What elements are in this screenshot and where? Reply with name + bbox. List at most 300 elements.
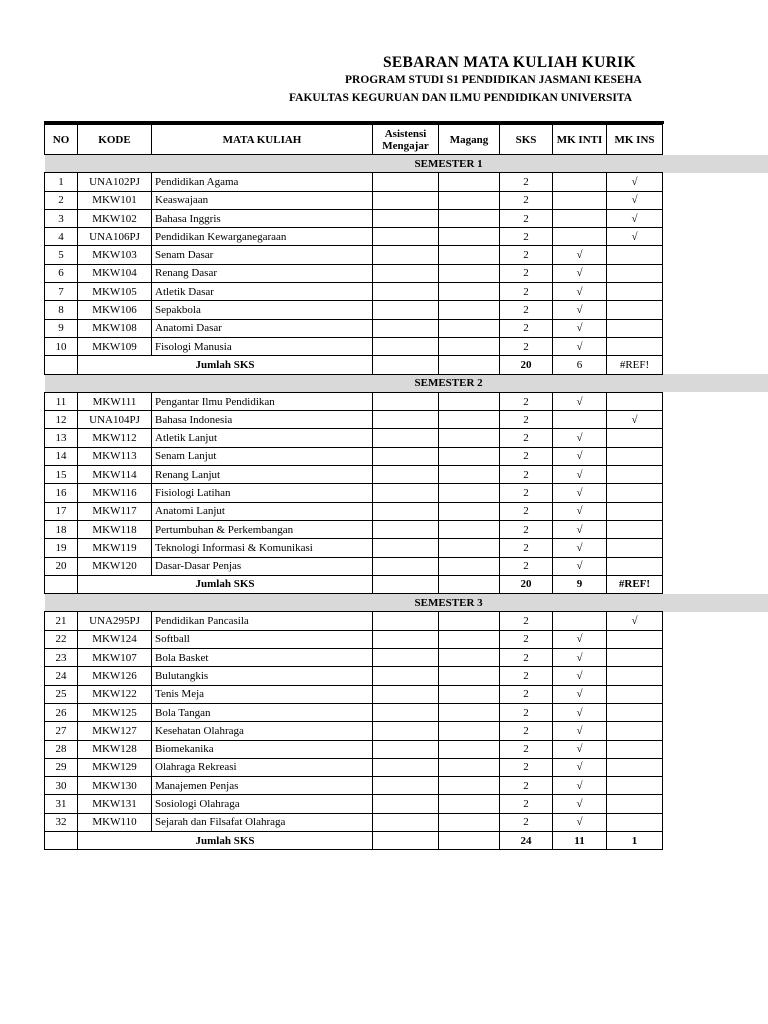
row-magang xyxy=(439,740,500,758)
row-sks: 2 xyxy=(500,173,553,191)
row-mk-inti: √ xyxy=(553,667,607,685)
row-mk-inti xyxy=(553,228,607,246)
row-sks: 2 xyxy=(500,703,553,721)
row-asistensi xyxy=(373,173,439,191)
row-kode: MKW112 xyxy=(78,429,152,447)
row-sks: 2 xyxy=(500,795,553,813)
table-row xyxy=(45,649,663,667)
total-mk-inti: 9 xyxy=(553,575,607,593)
table-row xyxy=(45,209,663,227)
row-no: 30 xyxy=(45,777,78,795)
row-kode: MKW109 xyxy=(78,337,152,355)
row-no: 10 xyxy=(45,337,78,355)
row-mk-inti: √ xyxy=(553,795,607,813)
total-magang xyxy=(439,831,500,849)
row-mk-inti: √ xyxy=(553,319,607,337)
row-kode: UNA104PJ xyxy=(78,411,152,429)
row-sks: 2 xyxy=(500,209,553,227)
row-mk-ins xyxy=(607,466,663,484)
row-mk-ins xyxy=(607,283,663,301)
row-sks: 2 xyxy=(500,630,553,648)
semester-band-extension xyxy=(663,594,768,612)
row-asistensi xyxy=(373,466,439,484)
row-sks: 2 xyxy=(500,301,553,319)
row-sks: 2 xyxy=(500,520,553,538)
row-no: 17 xyxy=(45,502,78,520)
row-no: 14 xyxy=(45,447,78,465)
table-row xyxy=(45,411,663,429)
row-mata-kuliah: Dasar-Dasar Penjas xyxy=(152,557,373,575)
row-kode: UNA102PJ xyxy=(78,173,152,191)
total-no xyxy=(45,831,78,849)
semester-header-row xyxy=(45,594,663,612)
row-asistensi xyxy=(373,228,439,246)
row-mata-kuliah: Bulutangkis xyxy=(152,667,373,685)
row-sks: 2 xyxy=(500,392,553,410)
row-kode: UNA295PJ xyxy=(78,612,152,630)
row-mata-kuliah: Softball xyxy=(152,630,373,648)
row-mk-ins xyxy=(607,520,663,538)
table-row xyxy=(45,667,663,685)
row-mata-kuliah: Kesehatan Olahraga xyxy=(152,722,373,740)
row-mk-inti: √ xyxy=(553,447,607,465)
table-row xyxy=(45,301,663,319)
row-mk-ins xyxy=(607,722,663,740)
row-no: 16 xyxy=(45,484,78,502)
row-mata-kuliah: Sepakbola xyxy=(152,301,373,319)
row-mata-kuliah: Pendidikan Pancasila xyxy=(152,612,373,630)
row-kode: MKW107 xyxy=(78,649,152,667)
table-row xyxy=(45,539,663,557)
row-kode: MKW131 xyxy=(78,795,152,813)
faculty-subtitle: FAKULTAS KEGURUAN DAN ILMU PENDIDIKAN UNIVERSITA xyxy=(289,92,633,104)
row-magang xyxy=(439,429,500,447)
header-asistensi-line2: Mengajar xyxy=(382,139,429,152)
row-mata-kuliah: Senam Dasar xyxy=(152,246,373,264)
row-no: 13 xyxy=(45,429,78,447)
semester-label: SEMESTER 2 xyxy=(45,374,663,392)
row-mata-kuliah: Pendidikan Kewarganegaraan xyxy=(152,228,373,246)
row-kode: MKW118 xyxy=(78,520,152,538)
row-mk-ins: √ xyxy=(607,191,663,209)
row-mk-inti: √ xyxy=(553,283,607,301)
table-row xyxy=(45,795,663,813)
table-row xyxy=(45,173,663,191)
row-kode: MKW130 xyxy=(78,777,152,795)
row-magang xyxy=(439,447,500,465)
row-mata-kuliah: Renang Lanjut xyxy=(152,466,373,484)
row-mk-inti xyxy=(553,173,607,191)
row-mk-inti: √ xyxy=(553,630,607,648)
row-magang xyxy=(439,795,500,813)
row-asistensi xyxy=(373,502,439,520)
row-no: 24 xyxy=(45,667,78,685)
row-sks: 2 xyxy=(500,813,553,831)
row-sks: 2 xyxy=(500,557,553,575)
row-asistensi xyxy=(373,722,439,740)
row-asistensi xyxy=(373,319,439,337)
row-mata-kuliah: Keaswajaan xyxy=(152,191,373,209)
row-sks: 2 xyxy=(500,484,553,502)
row-asistensi xyxy=(373,209,439,227)
row-mk-ins xyxy=(607,777,663,795)
row-asistensi xyxy=(373,795,439,813)
row-no: 31 xyxy=(45,795,78,813)
total-no xyxy=(45,356,78,374)
row-mata-kuliah: Senam Lanjut xyxy=(152,447,373,465)
document-title: SEBARAN MATA KULIAH KURIK xyxy=(383,54,636,71)
row-magang xyxy=(439,264,500,282)
row-mk-ins xyxy=(607,649,663,667)
row-mata-kuliah: Bola Tangan xyxy=(152,703,373,721)
row-sks: 2 xyxy=(500,283,553,301)
row-asistensi xyxy=(373,520,439,538)
row-no: 5 xyxy=(45,246,78,264)
row-asistensi xyxy=(373,191,439,209)
row-mk-ins: √ xyxy=(607,209,663,227)
semester-band-extension xyxy=(663,374,768,392)
row-mk-inti: √ xyxy=(553,264,607,282)
row-kode: MKW120 xyxy=(78,557,152,575)
row-mk-inti: √ xyxy=(553,539,607,557)
header-asistensi-line1: Asistensi xyxy=(384,127,427,140)
row-mk-inti: √ xyxy=(553,520,607,538)
total-mk-ins: 1 xyxy=(607,831,663,849)
row-asistensi xyxy=(373,447,439,465)
total-row xyxy=(45,575,663,593)
row-mk-inti: √ xyxy=(553,502,607,520)
row-sks: 2 xyxy=(500,612,553,630)
row-magang xyxy=(439,246,500,264)
row-no: 18 xyxy=(45,520,78,538)
table-row xyxy=(45,484,663,502)
total-sks: 20 xyxy=(500,575,553,593)
row-magang xyxy=(439,392,500,410)
row-no: 8 xyxy=(45,301,78,319)
row-kode: MKW122 xyxy=(78,685,152,703)
row-asistensi xyxy=(373,301,439,319)
row-mk-inti: √ xyxy=(553,429,607,447)
row-magang xyxy=(439,209,500,227)
row-asistensi xyxy=(373,758,439,776)
row-mata-kuliah: Tenis Meja xyxy=(152,685,373,703)
row-mata-kuliah: Atletik Lanjut xyxy=(152,429,373,447)
row-no: 19 xyxy=(45,539,78,557)
row-asistensi xyxy=(373,264,439,282)
row-magang xyxy=(439,173,500,191)
row-asistensi xyxy=(373,539,439,557)
row-magang xyxy=(439,667,500,685)
row-magang xyxy=(439,539,500,557)
row-kode: MKW111 xyxy=(78,392,152,410)
row-asistensi xyxy=(373,283,439,301)
row-mata-kuliah: Olahraga Rekreasi xyxy=(152,758,373,776)
row-asistensi xyxy=(373,649,439,667)
row-magang xyxy=(439,557,500,575)
row-mk-inti: √ xyxy=(553,649,607,667)
row-no: 28 xyxy=(45,740,78,758)
row-kode: MKW126 xyxy=(78,667,152,685)
row-sks: 2 xyxy=(500,740,553,758)
row-mk-inti: √ xyxy=(553,777,607,795)
row-magang xyxy=(439,319,500,337)
total-mk-inti: 6 xyxy=(553,356,607,374)
header-sks: SKS xyxy=(500,125,553,155)
row-mata-kuliah: Bola Basket xyxy=(152,649,373,667)
row-kode: UNA106PJ xyxy=(78,228,152,246)
row-mk-ins xyxy=(607,630,663,648)
row-no: 29 xyxy=(45,758,78,776)
row-mata-kuliah: Bahasa Indonesia xyxy=(152,411,373,429)
row-sks: 2 xyxy=(500,777,553,795)
row-mk-ins xyxy=(607,539,663,557)
row-no: 21 xyxy=(45,612,78,630)
row-mk-ins: √ xyxy=(607,228,663,246)
row-kode: MKW105 xyxy=(78,283,152,301)
row-no: 26 xyxy=(45,703,78,721)
total-magang xyxy=(439,575,500,593)
table-row xyxy=(45,630,663,648)
table-row xyxy=(45,429,663,447)
row-magang xyxy=(439,703,500,721)
row-no: 12 xyxy=(45,411,78,429)
row-mk-ins: √ xyxy=(607,411,663,429)
row-asistensi xyxy=(373,685,439,703)
row-magang xyxy=(439,777,500,795)
row-magang xyxy=(439,301,500,319)
row-sks: 2 xyxy=(500,264,553,282)
row-mk-inti: √ xyxy=(553,758,607,776)
row-mata-kuliah: Pengantar Ilmu Pendidikan xyxy=(152,392,373,410)
row-asistensi xyxy=(373,557,439,575)
row-no: 2 xyxy=(45,191,78,209)
row-kode: MKW110 xyxy=(78,813,152,831)
row-kode: MKW106 xyxy=(78,301,152,319)
row-asistensi xyxy=(373,246,439,264)
row-no: 22 xyxy=(45,630,78,648)
row-mk-ins: √ xyxy=(607,173,663,191)
row-mk-ins xyxy=(607,740,663,758)
table-row xyxy=(45,520,663,538)
row-mk-ins xyxy=(607,319,663,337)
row-magang xyxy=(439,649,500,667)
row-mk-inti: √ xyxy=(553,392,607,410)
row-asistensi xyxy=(373,337,439,355)
row-mk-ins xyxy=(607,264,663,282)
row-mk-inti: √ xyxy=(553,484,607,502)
row-asistensi xyxy=(373,411,439,429)
row-sks: 2 xyxy=(500,649,553,667)
row-mk-inti: √ xyxy=(553,557,607,575)
header-kode: KODE xyxy=(78,125,152,155)
row-asistensi xyxy=(373,630,439,648)
row-mk-ins xyxy=(607,392,663,410)
row-magang xyxy=(439,685,500,703)
row-mk-ins xyxy=(607,667,663,685)
semester-header-row xyxy=(45,374,663,392)
row-mk-ins xyxy=(607,758,663,776)
row-mk-ins xyxy=(607,301,663,319)
row-mk-ins xyxy=(607,557,663,575)
row-no: 27 xyxy=(45,722,78,740)
total-asistensi xyxy=(373,356,439,374)
table-row xyxy=(45,703,663,721)
row-no: 20 xyxy=(45,557,78,575)
row-mk-inti: √ xyxy=(553,246,607,264)
row-kode: MKW128 xyxy=(78,740,152,758)
table-row xyxy=(45,740,663,758)
row-mata-kuliah: Fisologi Manusia xyxy=(152,337,373,355)
row-kode: MKW129 xyxy=(78,758,152,776)
row-mk-inti xyxy=(553,411,607,429)
row-asistensi xyxy=(373,392,439,410)
row-magang xyxy=(439,228,500,246)
row-no: 4 xyxy=(45,228,78,246)
total-asistensi xyxy=(373,831,439,849)
table-row xyxy=(45,228,663,246)
table-header-row xyxy=(45,125,663,155)
table-row xyxy=(45,264,663,282)
semester-label: SEMESTER 1 xyxy=(45,155,663,173)
row-mk-ins xyxy=(607,484,663,502)
row-magang xyxy=(439,612,500,630)
row-sks: 2 xyxy=(500,429,553,447)
row-sks: 2 xyxy=(500,319,553,337)
semester-band-extension xyxy=(663,155,768,173)
row-sks: 2 xyxy=(500,191,553,209)
row-magang xyxy=(439,758,500,776)
row-asistensi xyxy=(373,612,439,630)
total-mk-inti: 11 xyxy=(553,831,607,849)
table-row xyxy=(45,466,663,484)
table-row xyxy=(45,283,663,301)
row-sks: 2 xyxy=(500,246,553,264)
header-asistensi xyxy=(373,125,439,155)
table-row xyxy=(45,557,663,575)
row-sks: 2 xyxy=(500,667,553,685)
row-sks: 2 xyxy=(500,685,553,703)
row-mata-kuliah: Manajemen Penjas xyxy=(152,777,373,795)
row-mata-kuliah: Bahasa Inggris xyxy=(152,209,373,227)
row-no: 11 xyxy=(45,392,78,410)
total-mk-ins: #REF! xyxy=(607,356,663,374)
row-magang xyxy=(439,191,500,209)
row-sks: 2 xyxy=(500,466,553,484)
row-mata-kuliah: Anatomi Dasar xyxy=(152,319,373,337)
row-magang xyxy=(439,411,500,429)
total-sks: 24 xyxy=(500,831,553,849)
total-label: Jumlah SKS xyxy=(78,575,373,593)
row-sks: 2 xyxy=(500,228,553,246)
row-mata-kuliah: Atletik Dasar xyxy=(152,283,373,301)
row-mk-inti xyxy=(553,209,607,227)
row-kode: MKW125 xyxy=(78,703,152,721)
table-row xyxy=(45,612,663,630)
table-row xyxy=(45,447,663,465)
row-mata-kuliah: Pendidikan Agama xyxy=(152,173,373,191)
row-mata-kuliah: Sejarah dan Filsafat Olahraga xyxy=(152,813,373,831)
row-mata-kuliah: Biomekanika xyxy=(152,740,373,758)
total-no xyxy=(45,575,78,593)
row-asistensi xyxy=(373,484,439,502)
row-kode: MKW104 xyxy=(78,264,152,282)
table-row xyxy=(45,319,663,337)
row-mata-kuliah: Teknologi Informasi & Komunikasi xyxy=(152,539,373,557)
row-kode: MKW117 xyxy=(78,502,152,520)
row-kode: MKW101 xyxy=(78,191,152,209)
row-mk-ins xyxy=(607,502,663,520)
row-no: 23 xyxy=(45,649,78,667)
row-kode: MKW108 xyxy=(78,319,152,337)
table-body xyxy=(45,155,663,850)
table-row xyxy=(45,685,663,703)
row-mk-inti xyxy=(553,612,607,630)
row-no: 32 xyxy=(45,813,78,831)
row-kode: MKW127 xyxy=(78,722,152,740)
row-mk-inti: √ xyxy=(553,301,607,319)
table-row xyxy=(45,777,663,795)
semester-header-row xyxy=(45,155,663,173)
row-magang xyxy=(439,337,500,355)
row-mk-inti: √ xyxy=(553,740,607,758)
table-row xyxy=(45,502,663,520)
row-mk-ins xyxy=(607,429,663,447)
total-label: Jumlah SKS xyxy=(78,831,373,849)
total-row xyxy=(45,356,663,374)
row-kode: MKW114 xyxy=(78,466,152,484)
row-mk-ins xyxy=(607,685,663,703)
row-mk-inti: √ xyxy=(553,337,607,355)
curriculum-table xyxy=(44,124,663,850)
row-magang xyxy=(439,466,500,484)
row-mata-kuliah: Pertumbuhan & Perkembangan xyxy=(152,520,373,538)
row-sks: 2 xyxy=(500,411,553,429)
semester-label: SEMESTER 3 xyxy=(45,594,663,612)
row-mk-ins xyxy=(607,246,663,264)
row-mk-ins xyxy=(607,337,663,355)
row-no: 9 xyxy=(45,319,78,337)
row-magang xyxy=(439,722,500,740)
row-asistensi xyxy=(373,429,439,447)
total-magang xyxy=(439,356,500,374)
row-magang xyxy=(439,283,500,301)
table-row xyxy=(45,758,663,776)
row-mk-ins xyxy=(607,795,663,813)
row-mata-kuliah: Fisiologi Latihan xyxy=(152,484,373,502)
row-magang xyxy=(439,484,500,502)
row-magang xyxy=(439,813,500,831)
row-mk-inti xyxy=(553,191,607,209)
table-row xyxy=(45,722,663,740)
row-no: 15 xyxy=(45,466,78,484)
row-sks: 2 xyxy=(500,758,553,776)
table-row xyxy=(45,191,663,209)
row-no: 3 xyxy=(45,209,78,227)
row-mk-inti: √ xyxy=(553,466,607,484)
row-kode: MKW102 xyxy=(78,209,152,227)
row-no: 7 xyxy=(45,283,78,301)
row-asistensi xyxy=(373,777,439,795)
row-kode: MKW119 xyxy=(78,539,152,557)
row-asistensi xyxy=(373,667,439,685)
row-kode: MKW124 xyxy=(78,630,152,648)
total-sks: 20 xyxy=(500,356,553,374)
table-row xyxy=(45,337,663,355)
row-magang xyxy=(439,630,500,648)
row-mata-kuliah: Anatomi Lanjut xyxy=(152,502,373,520)
row-mata-kuliah: Sosiologi Olahraga xyxy=(152,795,373,813)
row-mk-ins: √ xyxy=(607,612,663,630)
